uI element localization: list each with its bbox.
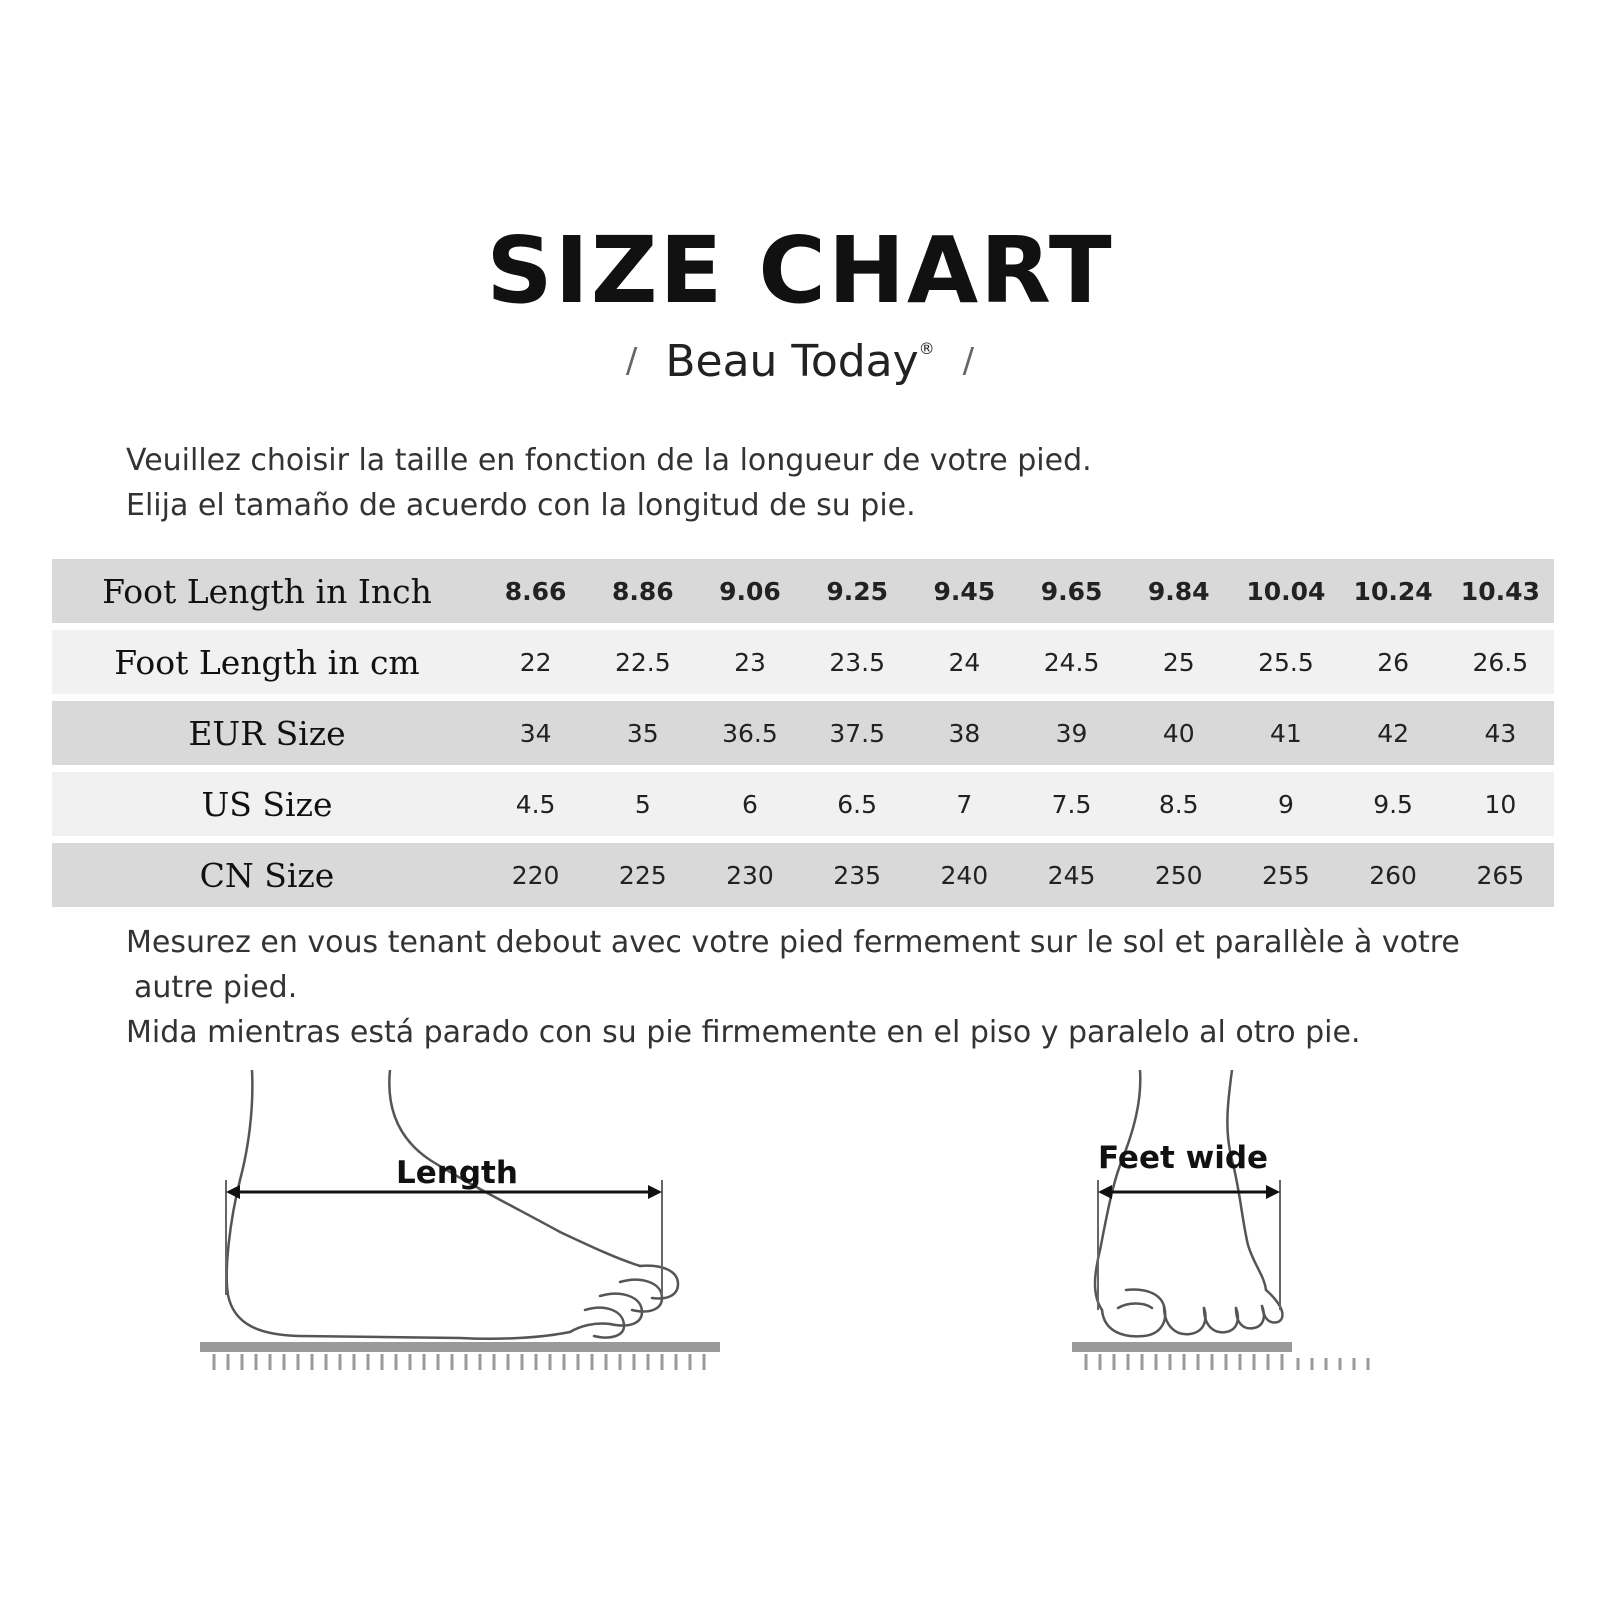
table-cell: 25: [1125, 630, 1232, 694]
table-cell: 9.45: [911, 559, 1018, 623]
foot-length-diagram: [200, 1070, 760, 1370]
table-cell: 4.5: [482, 772, 589, 836]
table-cell: 7: [911, 772, 1018, 836]
table-cell: 225: [589, 843, 696, 907]
table-cell: 37.5: [804, 701, 911, 765]
table-cell: 38: [911, 701, 1018, 765]
instruction-line-french: Mesurez en vous tenant debout avec votre pied fermement sur le sol et parallèle à votre: [126, 925, 1460, 960]
ground-bar: [1072, 1342, 1292, 1352]
registered-mark: ®: [918, 339, 935, 358]
row-label: EUR Size: [52, 701, 482, 765]
toe-third: [1204, 1308, 1238, 1332]
intro-line-french: Veuillez choisir la taille en fonction de la longueur de votre pied.: [126, 443, 1092, 478]
row-foot-length-cm: [52, 630, 1554, 694]
width-label: Feet wide: [1098, 1140, 1269, 1176]
table-cell: 260: [1340, 843, 1447, 907]
table-cell: 6: [696, 772, 803, 836]
table-cell: 23.5: [804, 630, 911, 694]
table-cell: 8.66: [482, 559, 589, 623]
toe-big: [1102, 1290, 1165, 1337]
ground-bar: [200, 1342, 720, 1352]
intro-text: [126, 438, 1526, 528]
page-title: SIZE CHART: [486, 217, 1114, 324]
ground-ticks: [1086, 1354, 1368, 1370]
table-cell: 250: [1125, 843, 1232, 907]
table-cell: 8.86: [589, 559, 696, 623]
row-label: CN Size: [52, 843, 482, 907]
width-arrow-left: [1098, 1185, 1112, 1199]
table-cell: 10: [1447, 772, 1554, 836]
table-cell: 220: [482, 843, 589, 907]
instruction-line-french-cont: autre pied.: [134, 970, 298, 1005]
ground-ticks: [214, 1354, 704, 1370]
length-arrow-left: [226, 1185, 240, 1199]
toe-second: [1164, 1306, 1205, 1334]
brand-line: [0, 336, 1600, 387]
intro-line-spanish: Elija el tamaño de acuerdo con la longitud de su pie.: [126, 488, 916, 523]
instruction-line-spanish: Mida mientras está parado con su pie firmemente en el piso y paralelo al otro pie.: [126, 1015, 1361, 1050]
row-us-size: [52, 772, 1554, 836]
table-cell: 42: [1340, 701, 1447, 765]
table-cell: 25.5: [1232, 630, 1339, 694]
table-cell: 240: [911, 843, 1018, 907]
table-cell: 7.5: [1018, 772, 1125, 836]
ankle-left-outline: [1095, 1070, 1140, 1310]
table-cell: 40: [1125, 701, 1232, 765]
table-cell: 34: [482, 701, 589, 765]
table-cell: 9.06: [696, 559, 803, 623]
length-arrow-right: [648, 1185, 662, 1199]
table-cell: 24: [911, 630, 1018, 694]
table-cell: 230: [696, 843, 803, 907]
table-cell: 9: [1232, 772, 1339, 836]
heel-leg-outline: [227, 1070, 570, 1339]
sole-front: [570, 1323, 610, 1332]
size-table: [52, 552, 1554, 914]
brand-slash-left: /: [625, 341, 638, 381]
table-cell: 43: [1447, 701, 1554, 765]
table-cell: 9.84: [1125, 559, 1232, 623]
toe-fourth: [1236, 1306, 1264, 1328]
brand-name: Beau Today: [665, 336, 919, 387]
table-cell: 235: [804, 843, 911, 907]
table-cell: 24.5: [1018, 630, 1125, 694]
row-cn-size: [52, 843, 1554, 907]
table-cell: 265: [1447, 843, 1554, 907]
ankle-right-outline: [1227, 1070, 1266, 1290]
row-eur-size: [52, 701, 1554, 765]
table-cell: 36.5: [696, 701, 803, 765]
table-cell: 10.24: [1340, 559, 1447, 623]
row-label: Foot Length in Inch: [52, 559, 482, 623]
table-cell: 245: [1018, 843, 1125, 907]
table-cell: 35: [589, 701, 696, 765]
width-arrow-right: [1266, 1185, 1280, 1199]
row-label: Foot Length in cm: [52, 630, 482, 694]
table-cell: 41: [1232, 701, 1339, 765]
brand-slash-right: /: [962, 341, 975, 381]
row-label: US Size: [52, 772, 482, 836]
table-cell: 9.65: [1018, 559, 1125, 623]
table-cell: 9.25: [804, 559, 911, 623]
table-cell: 26: [1340, 630, 1447, 694]
table-cell: 23: [696, 630, 803, 694]
table-cell: 39: [1018, 701, 1125, 765]
table-cell: 9.5: [1340, 772, 1447, 836]
table-cell: 22: [482, 630, 589, 694]
big-toenail: [1118, 1304, 1152, 1309]
measurement-instructions: [126, 920, 1546, 1055]
row-foot-length-inch: [52, 559, 1554, 623]
table-cell: 255: [1232, 843, 1339, 907]
table-cell: 6.5: [804, 772, 911, 836]
length-label: Length: [396, 1155, 518, 1191]
table-cell: 5: [589, 772, 696, 836]
table-cell: 22.5: [589, 630, 696, 694]
table-cell: 10.04: [1232, 559, 1339, 623]
table-cell: 26.5: [1447, 630, 1554, 694]
table-cell: 10.43: [1447, 559, 1554, 623]
table-cell: 8.5: [1125, 772, 1232, 836]
foot-width-diagram: [1072, 1070, 1382, 1370]
